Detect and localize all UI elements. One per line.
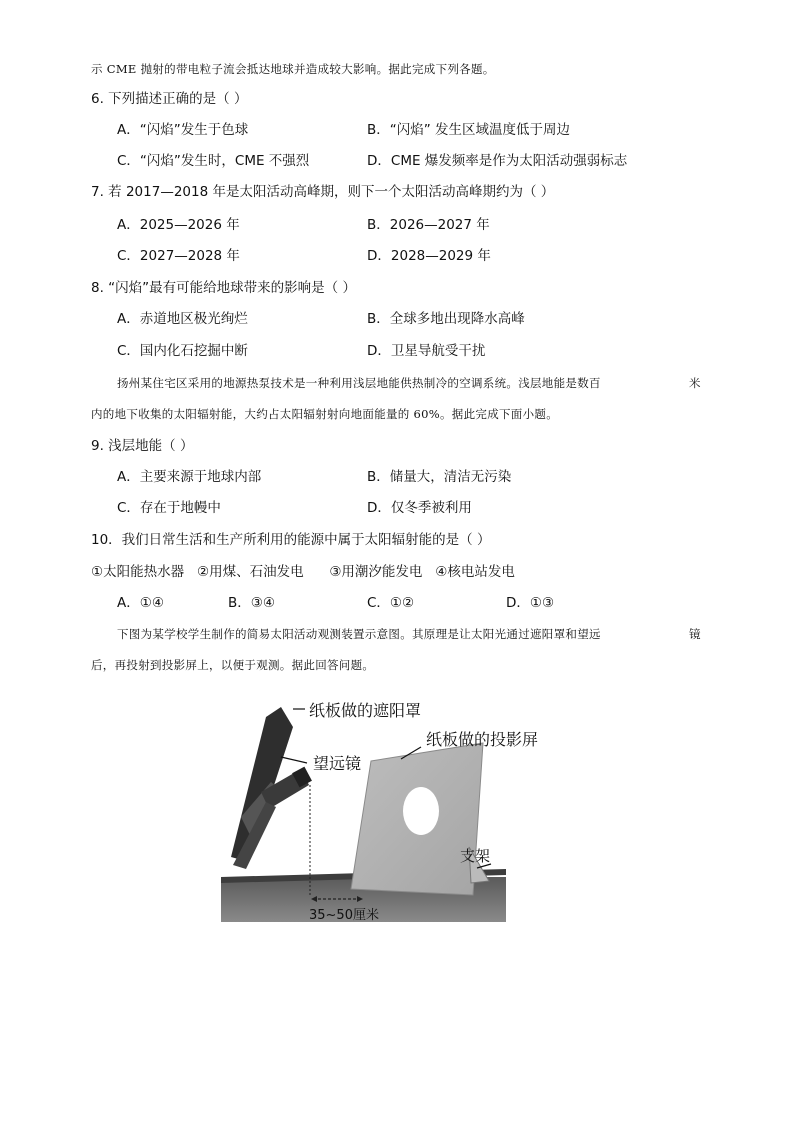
question-9-option-c: C．存在于地幔中 (117, 500, 221, 516)
question-7-stem: 7. 若 2017—2018 年是太阳活动高峰期，则下一个太阳活动高峰期约为（ ） (91, 184, 555, 200)
question-6-option-a: A．“闪焰”发生于色球 (117, 122, 249, 138)
question-9-option-d: D．仅冬季被利用 (367, 500, 472, 516)
solar-observation-device-figure (221, 697, 539, 923)
passage-3-line-1-end: 镜 (689, 627, 701, 641)
question-9-option-b: B．储量大，清洁无污染 (367, 469, 512, 485)
shade-board-label: 纸板做的遮阳罩 (309, 701, 422, 720)
screen-label: 纸板做的投影屏 (426, 730, 539, 749)
question-7-option-b: B．2026—2027 年 (367, 217, 490, 233)
question-7-option-d: D．2028—2029 年 (367, 248, 491, 264)
question-6-option-d: D．CME 爆发频率是作为太阳活动强弱标志 (367, 153, 628, 169)
sun-projection-image (403, 787, 439, 835)
question-9-stem: 9. 浅层地能（ ） (91, 438, 194, 454)
passage-3-line-1: 下图为某学校学生制作的简易太阳活动观测装置示意图。其原理是让太阳光通过遮阳罩和望远 (117, 627, 601, 641)
passage-3-line-2: 后，再投射到投影屏上，以便于观测。据此回答问题。 (91, 658, 375, 672)
passage-2-line-1-end: 米 (689, 376, 701, 390)
question-6-option-c: C．“闪焰”发生时，CME 不强烈 (117, 153, 310, 169)
question-10-items: ①太阳能热水器 ②用煤、石油发电 ③用潮汐能发电 ④核电站发电 (91, 564, 515, 580)
question-10-option-a: A．①④ (117, 595, 164, 611)
passage-text: 示 CME 抛射的带电粒子流会抵达地球并造成较大影响。据此完成下列各题。 (91, 62, 495, 76)
question-8-stem: 8. “闪焰”最有可能给地球带来的影响是（ ） (91, 280, 356, 296)
question-9-option-a: A．主要来源于地球内部 (117, 469, 262, 485)
projection-screen (351, 743, 489, 895)
question-6-option-b: B．“闪焰” 发生区域温度低于周边 (367, 122, 571, 138)
question-10-option-d: D．①③ (506, 595, 555, 611)
telescope-label: 望远镜 (313, 754, 362, 773)
question-7-option-a: A．2025—2026 年 (117, 217, 240, 233)
stand-label: 支架 (459, 847, 490, 865)
question-8-option-a: A．赤道地区极光绚烂 (117, 311, 248, 327)
question-10-stem: 10．我们日常生活和生产所利用的能源中属于太阳辐射能的是（ ） (91, 532, 491, 548)
passage-2-line-1: 扬州某住宅区采用的地源热泵技术是一种利用浅层地能供热制冷的空调系统。浅层地能是数百 (117, 376, 601, 390)
question-8-option-d: D．卫星导航受干扰 (367, 343, 486, 359)
question-10-option-c: C．①② (367, 595, 415, 611)
question-8-option-c: C．国内化石挖掘中断 (117, 343, 248, 359)
question-8-option-b: B．全球多地出现降水高峰 (367, 311, 525, 327)
passage-2-line-2: 内的地下收集的太阳辐射能，大约占太阳辐射射向地面能量的 60%。据此完成下面小题。 (91, 407, 559, 421)
question-10-option-b: B．③④ (228, 595, 275, 611)
question-6-stem: 6. 下列描述正确的是（ ） (91, 91, 248, 107)
distance-label: 35~50厘米 (309, 908, 379, 923)
question-7-option-c: C．2027—2028 年 (117, 248, 240, 264)
